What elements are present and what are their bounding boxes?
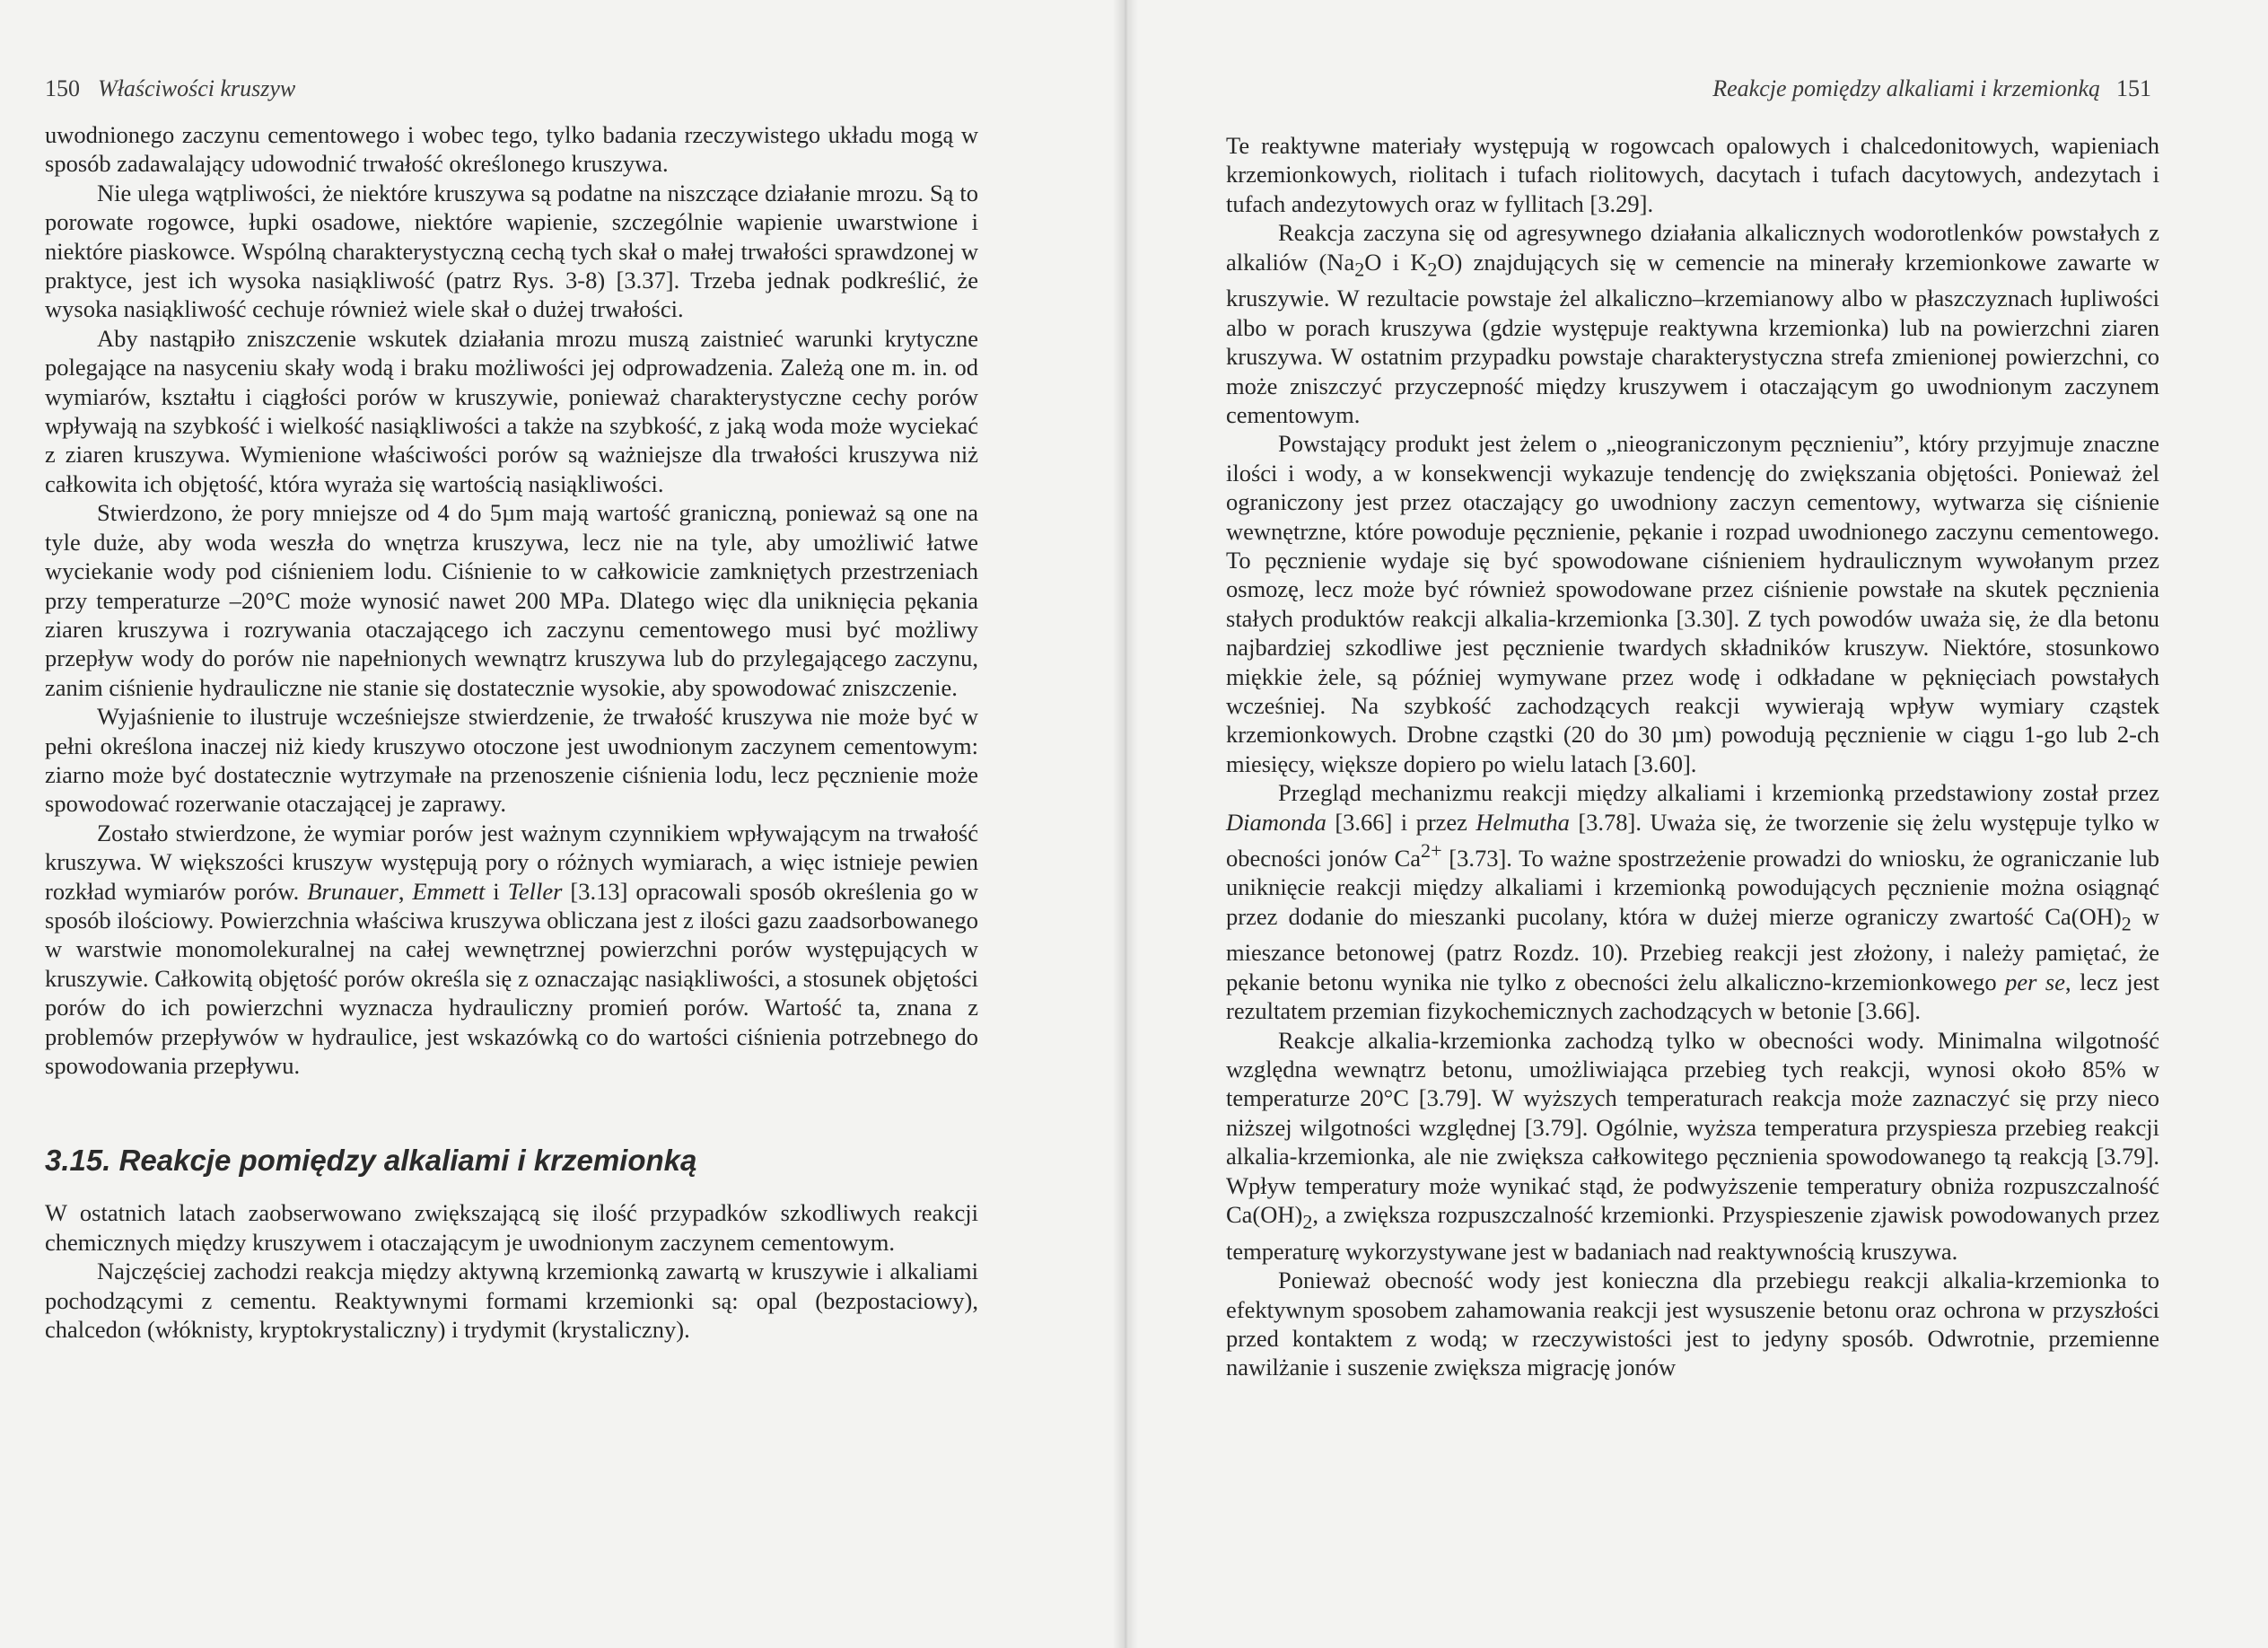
text-run: [3.73]. To ważne spostrzeżenie prowadzi do wniosku, że ograniczanie lub uniknięcie reakcji między alkaliami i krzemionką powodujących pęcznienie można osiągnąć przez dodanie do mieszanki pucolany, która w dużej mierze ograniczy zwartość Ca(OH) xyxy=(1226,844,2159,930)
text-run: O i K xyxy=(1364,248,1428,276)
author-brunauer: Brunauer xyxy=(307,877,398,905)
section-paragraph-1: W ostatnich latach zaobserwowano zwiększającą się ilość przypadków szkodliwych reakcji chemicznych między kruszywem i otaczającym je uwodnionym zaczynem cementowym. xyxy=(45,1199,978,1256)
left-paragraph-2: Nie ulega wątpliwości, że niektóre kruszywa są podatne na niszczące działanie mrozu. Są to porowate rogowce, łupki osadowe, niektóre wapienie, szczególnie wapienie uwarstwione i niektóre piaskowce. Wspólną charakterystyczną cechą tych skał o małej trwałości sprawdzonej w praktyce, jest ich wysoka nasiąkliwość (patrz Rys. 3-8) [3.37]. Trzeba jednak podkreślić, że wysoka nasiąkliwość cechuje również wiele skał o dużej trwałości. xyxy=(45,179,978,323)
latin-phrase: per se xyxy=(2005,968,2065,995)
text-run: O) znajdujących się w cemencie na minerały krzemionkowe zawarte w kruszywie. W rezultacie powstaje żel alkaliczno–krzemianowy albo w płaszczyznach łupliwości albo w porach kruszywa (gdzie występuje reaktywna krzemionka) lub na powierzchni ziaren kruszywa. W ostatnim przypadku powstaje charakterystyczna strefa zmienionej powierzchni, co może zniszczyć przyczepność między kruszywem i otaczającym go uwodnionym zaczynem cementowym. xyxy=(1226,248,2159,428)
book-gutter xyxy=(1113,0,1138,1648)
right-paragraph-2 xyxy=(1226,218,2159,429)
left-paragraph-6-text: Zostało stwierdzone, że wymiar porów jest ważnym czynnikiem wpływającym na trwałość kruszywa. W większości kruszyw występują pory o różnych wymiarach, a więc istnieje pewien rozkład wymiarów porów. xyxy=(45,819,978,905)
left-text-column xyxy=(45,120,978,1344)
text-run: , lecz jest rezultatem przemian fizykochemicznych zachodzących w betonie [3.66]. xyxy=(1226,968,2160,1025)
left-paragraph-6-continued: opracowali sposób określenia go w sposób ilościowy. Powierzchnia właściwa kruszywa obliczana jest z ilości gazu zaadsorbowanego w warstwie monomolekuralnej na całej wewnętrznej powierzchni porów występujących w kruszywie. Całkowitą objętość porów określa się z oznaczając nasiąkliwości, a stosunek objętości porów do ich powierzchni wyznacza hydrauliczny promień porów. Wartość ta, znana z problemów przepływów w hydraulice, jest wskazówką co do wartości ciśnienia potrzebnego do spowodowania przepływu. xyxy=(45,877,978,1079)
left-paragraph-4: Stwierdzono, że pory mniejsze od 4 do 5µm mają wartość graniczną, ponieważ są one na tyle duże, aby woda weszła do wnętrza kruszywa, lecz nie na tyle, aby umożliwić łatwe wyciekanie wody pod ciśnieniem lodu. Ciśnienie to w całkowicie zamkniętych przestrzeniach przy temperaturze –20°C może wynosić nawet 200 MPa. Dlatego więc dla uniknięcia pękania ziaren kruszywa i rozrywania otaczającego ich zaczynu cementowego musi być możliwy przepływ wody do porów nie napełnionych wewnątrz kruszywa lub do przylegającego zaczynu, zanim ciśnienie hydrauliczne nie stanie się dostatecznie wysokie, aby spowodować zniszczenie. xyxy=(45,499,978,701)
text-run: [3.78]. Uważa się, że tworzenie się żelu występuje tylko w obecności jonów Ca xyxy=(1226,808,2160,872)
subscript: 2 xyxy=(1302,1210,1313,1233)
left-paragraph-3: Aby nastąpiło zniszczenie wskutek działania mrozu muszą zaistnieć warunki krytyczne polegające na nasyceniu skały wodą i braku możliwości jej odprowadzenia. Zależą one m. in. od wymiarów, kształtu i ciągłości porów w kruszywie, ponieważ charakterystyczne cechy porów wpływają na szybkość i wielkość nasiąkliwości a także na szybkość, z jaką woda może wyciekać z ziaren kruszywa. Wymienione właściwości porów są ważniejsze dla trwałości kruszywa niż całkowita ich objętość, która wyraża się wartością nasiąkliwości. xyxy=(45,324,978,497)
right-paragraph-4 xyxy=(1226,778,2159,1025)
left-page xyxy=(0,0,1125,1648)
citation-joiner-1: , xyxy=(398,877,413,905)
citation-ref: [3.13] xyxy=(570,877,628,905)
section-heading: 3.15. Reakcje pomiędzy alkaliami i krzemionką xyxy=(45,1144,697,1178)
right-running-head xyxy=(1712,75,2151,102)
text-run: [3.66] i przez xyxy=(1335,808,1467,836)
subscript: 2 xyxy=(1427,257,1438,280)
citation-joiner-2: i xyxy=(485,877,508,905)
left-page-number: 150 xyxy=(45,75,80,101)
left-paragraph-1: uwodnionego zaczynu cementowego i wobec tego, tylko badania rzeczywistego układu mogą w sposób zadawalający udowodnić trwałość określonego kruszywa. xyxy=(45,121,978,178)
left-paragraph-5: Wyjaśnienie to ilustruje wcześniejsze stwierdzenie, że trwałość kruszywa nie może być w pełni określona inaczej niż kiedy kruszywo otoczone jest uwodnionym zaczynem cementowym: ziarno może być dostatecznie wytrzymałe na przenoszenie ciśnienia lodu, lecz pęcznienie może spowodować rozerwanie otaczającej je zaprawy. xyxy=(45,703,978,818)
right-text-column xyxy=(1226,131,2159,1382)
text-run: w mieszance betonowej (patrz Rozdz. 10). Przebieg reakcji jest złożony, i należy pamiętać, że pękanie betonu wynika nie tylko z obecności żelu alkaliczno-krzemionkowego xyxy=(1226,902,2160,995)
author-teller: Teller xyxy=(507,877,563,905)
text-run: , a zwiększa rozpuszczalność krzemionki. Przyspieszenie zjawisk powodowanych przez temperaturę wykorzystywane jest w badaniach nad reaktywnością kruszywa. xyxy=(1226,1201,2159,1265)
text-run: Przegląd mechanizmu reakcji między alkaliami i krzemionką przedstawiony został przez xyxy=(1278,779,2159,807)
author-helmuth: Helmutha xyxy=(1476,808,1570,836)
text-run: Reakcje alkalia-krzemionka zachodzą tylko w obecności wody. Minimalna wilgotność względna wewnątrz betonu, umożliwiająca przebieg tych reakcji, wynosi około 85% w temperaturze 20°C [3.79]. W wyższych temperaturach reakcja może zaznaczyć się przy nieco niższej wilgotności względnej [3.79]. Ogólnie, wyższa temperatura przyspiesza przebieg reakcji alkalia-krzemionka, ale nie zwiększa całkowitego pęcznienia spowodowanego tą reakcją [3.79]. Wpływ temperatury może wynikać stąd, że podwyższenie temperatury obniża rozpuszczalność Ca(OH) xyxy=(1226,1026,2159,1229)
subscript: 2 xyxy=(1354,257,1365,280)
author-emmett: Emmett xyxy=(412,877,486,905)
subscript: 2 xyxy=(2121,911,2132,934)
left-running-title: Właściwości kruszyw xyxy=(98,75,296,101)
right-paragraph-1: Te reaktywne materiały występują w rogowcach opalowych i chalcedonitowych, wapieniach krzemionkowych, riolitach i tufach riolitowych, dacytach i tufach dacytowych, andezytach i tufach andezytowych oraz w fyllitach [3.29]. xyxy=(1226,132,2159,217)
text-run: Reakcja zaczyna się od agresywnego działania alkalicznych wodorotlenków powstałych z alkaliów (Na xyxy=(1226,219,2159,276)
right-page-number: 151 xyxy=(2116,75,2151,101)
right-page xyxy=(1125,0,2268,1648)
author-diamond: Diamonda xyxy=(1226,808,1327,836)
right-paragraph-5 xyxy=(1226,1026,2159,1267)
section-paragraph-2: Najczęściej zachodzi reakcja między aktywną krzemionką zawartą w kruszywie i alkaliami pochodzącymi z cementu. Reaktywnymi formami krzemionki są: opal (bezpostaciowy), chalcedon (włóknisty, kryptokrystaliczny) i trydymit (krystaliczny). xyxy=(45,1258,978,1344)
superscript: 2+ xyxy=(1421,839,1442,863)
left-paragraph-6 xyxy=(45,819,978,1081)
right-paragraph-6: Ponieważ obecność wody jest konieczna dla przebiegu reakcji alkalia-krzemionka to efektywnym sposobem zahamowania reakcji jest wysuszenie betonu oraz ochrona w przyszłości przed kontaktem z wodą; w rzeczywistości jest to jedyny sposób. Odwrotnie, przemienne nawilżanie i suszenie zwiększa migrację jonów xyxy=(1226,1267,2159,1381)
right-paragraph-3: Powstający produkt jest żelem o „nieograniczonym pęcznieniu”, który przyjmuje znaczne ilości i wody, a w konsekwencji wykazuje tendencję do zwiększania objętości. Ponieważ żel ograniczony jest przez otaczający go uwodniony zaczyn cementowy, wytwarza się ciśnienie wewnętrzne, które powoduje pęcznienie, pękanie i rozpad uwodnionego zaczynu cementowego. To pęcznienie wydaje się być spowodowane ciśnieniem hydraulicznym wywołanym przez osmozę, lecz może być również spowodowane przez ciśnienie powstałe na skutek pęcznienia stałych produktów reakcji alkalia-krzemionka [3.30]. Z tych powodów uważa się, że dla betonu najbardziej szkodliwe jest pęcznienie twardych składników kruszyw. Niektóre, stosunkowo miękkie żele, są później wymywane przez wodę i odkładane w pęknięciach powstałych wcześniej. Na szybkość zachodzących reakcji wywierają wpływ wymiary cząstek krzemionkowych. Drobne cząstki (20 do 30 µm) powodują pęcznienie w ciągu 1-go lub 2-ch miesięcy, większe dopiero po wielu latach [3.60]. xyxy=(1226,430,2159,777)
right-running-title: Reakcje pomiędzy alkaliami i krzemionką xyxy=(1712,75,2100,101)
left-running-head xyxy=(45,75,295,102)
